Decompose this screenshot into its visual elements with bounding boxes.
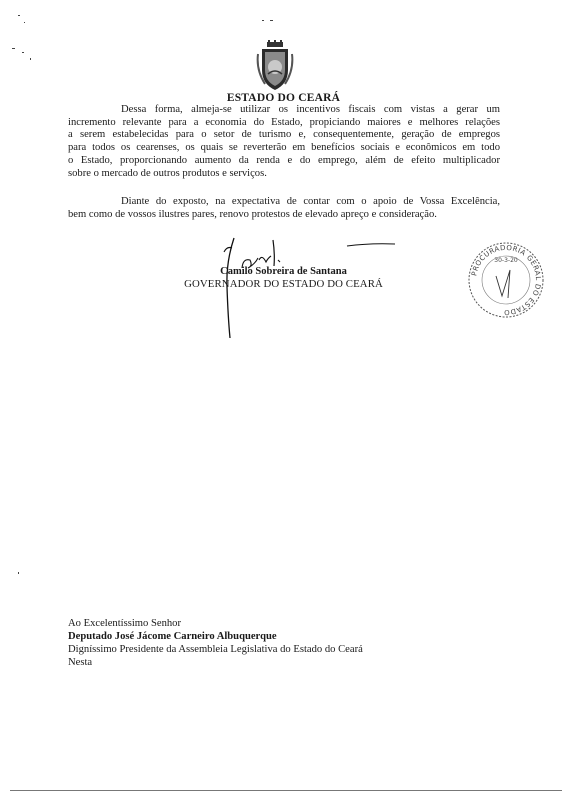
- paragraph-line: Dessa forma, almeja-se utilizar os incentivos fiscais com vistas a gerar um: [121, 104, 500, 115]
- paragraph-line: o Estado, proporcionando aumento da renda e do emprego, além de efeito multiplicador: [68, 154, 500, 166]
- scan-speck: [30, 58, 31, 60]
- paragraph-line: a serem estabelecidas para o setor de turismo e, consequentemente, geração de empregos: [68, 129, 500, 141]
- stamp-text: PROCURADORIA GERAL DO ESTADO: [470, 243, 543, 317]
- scan-speck: [262, 20, 264, 21]
- paragraph-closing: [68, 196, 500, 221]
- scan-speck: [24, 22, 25, 23]
- received-stamp-icon: [466, 240, 546, 320]
- scan-speck: [22, 52, 24, 53]
- state-heading: ESTADO DO CEARÁ: [226, 92, 341, 104]
- scan-speck: [18, 15, 20, 16]
- signer-title: GOVERNADOR DO ESTADO DO CEARÁ: [184, 278, 383, 290]
- ceara-coat-of-arms-icon: [255, 40, 295, 92]
- stamp-date: 30-3-20: [494, 257, 518, 264]
- scan-speck: [270, 20, 273, 21]
- paragraph-line: incremento relevante para a economia do Estado, propiciando maiores e melhores relações: [68, 116, 500, 128]
- scan-speck: [18, 572, 19, 574]
- scan-speck: [12, 48, 15, 49]
- paragraph-line: sobre o mercado de outros produtos e serviços.: [68, 167, 267, 179]
- addressee-position: Digníssimo Presidente da Assembleia Legislativa do Estado do Ceará: [68, 644, 363, 655]
- paragraph-line: Diante do exposto, na expectativa de contar com o apoio de Vossa Excelência,: [121, 196, 500, 207]
- paragraph-line: bem como de vossos ilustres pares, renovo protestos de elevado apreço e consideração.: [68, 208, 437, 220]
- signer-name: Camilo Sobreira de Santana: [220, 266, 347, 277]
- paragraph-line: para todos os cearenses, os quais se reverterão em benefícios sociais e econômicos em todo: [68, 142, 500, 154]
- svg-text:PROCURADORIA GERAL DO ESTADO: [470, 244, 542, 316]
- addressee-name: Deputado José Jácome Carneiro Albuquerque: [68, 631, 277, 642]
- addressee-location: Nesta: [68, 657, 93, 668]
- paragraph-incentives: [68, 104, 500, 180]
- addressee-salutation: Ao Excelentíssimo Senhor: [68, 618, 181, 629]
- footer-rule: [10, 790, 562, 791]
